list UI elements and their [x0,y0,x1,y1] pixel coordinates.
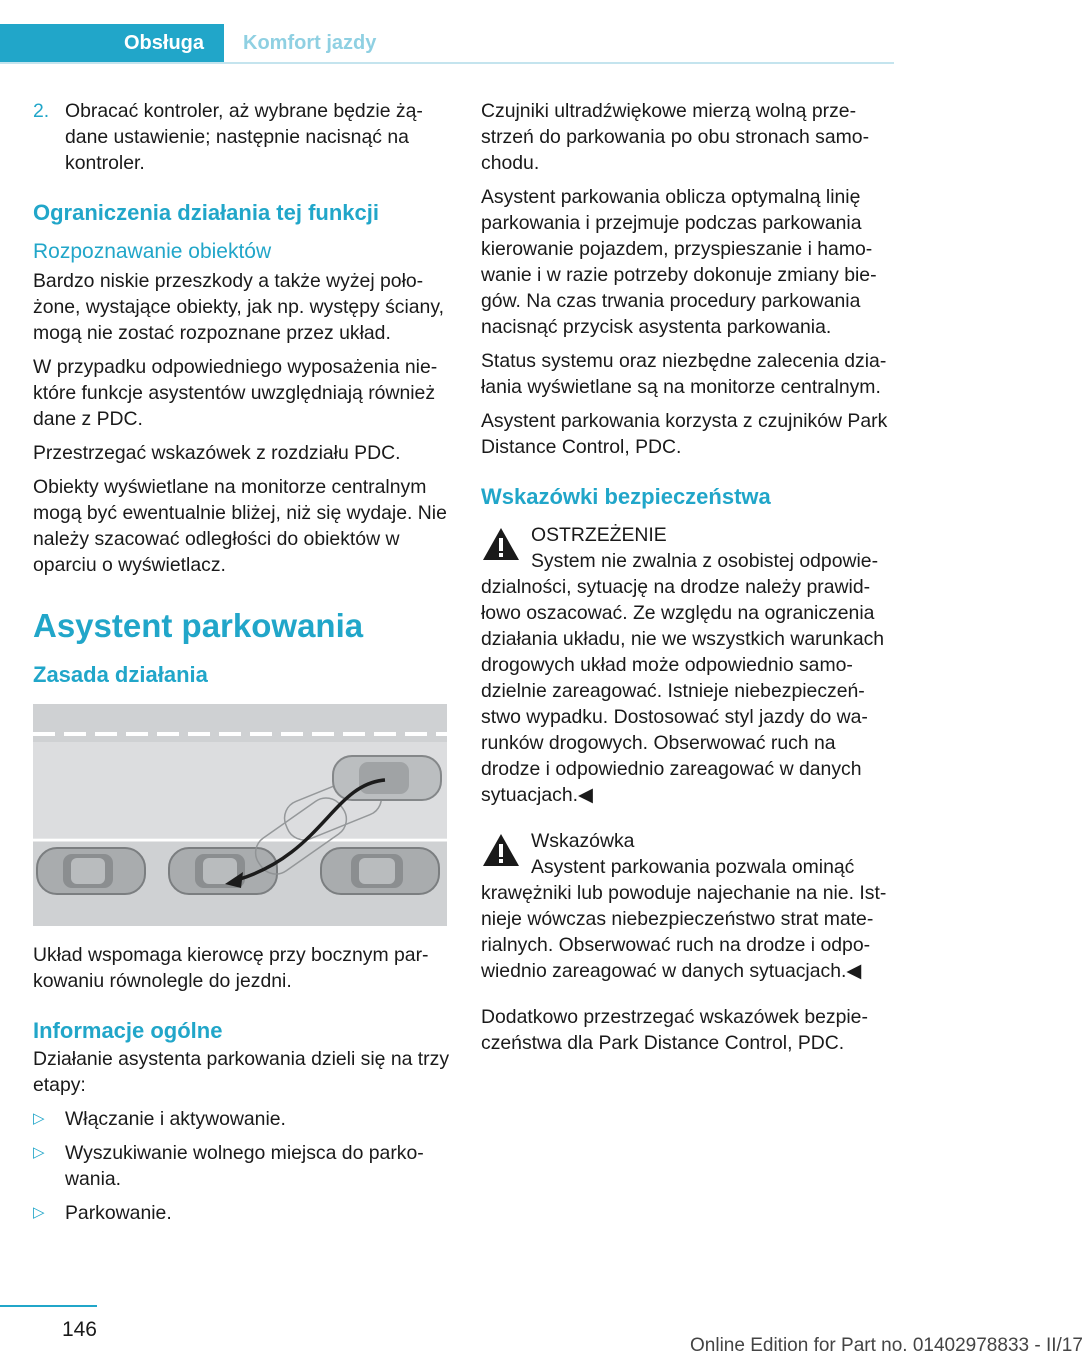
step-item [33,98,451,176]
step-number: 2. [33,100,50,122]
paragraph: Czujniki ultradźwiękowe mierzą wolną prze-strzeń do parkowania po obu stronach samo-chodu. [481,100,870,174]
paragraph: Bardzo niskie przeszkody a także wyżej poło-żone, wystające obiekty, jak np. występy ściany, mogą nie zostać rozpoznane przez układ. [33,270,444,344]
figure-caption: Układ wspomaga kierowcę przy bocznym par-kowaniu równolegle do jezdni. [33,944,429,992]
paragraph: Przestrzegać wskazówek z rozdziału PDC. [33,442,401,464]
parked-car-right [321,848,439,894]
parking-illustration [33,704,447,926]
footer-rule [0,1305,97,1307]
paragraph: Status systemu oraz niezbędne zalecenia dzia-łania wyświetlane są na monitorze centralnym. [481,350,887,398]
hint-notice [481,828,899,984]
paragraph: Dodatkowo przestrzegać wskazówek bezpie-czeństwa dla Park Distance Control, PDC. [481,1006,868,1054]
warning-title: OSTRZEŻENIE [531,524,667,546]
step-text: Obracać kontroler, aż wybrane będzie żą-dane ustawienie; następnie nacisnąć na kontroler. [65,100,423,174]
heading-principle: Zasada działania [33,662,208,687]
warning-notice [481,522,899,808]
heading-safety: Wskazówki bezpieczeństwa [481,484,771,509]
page-header [0,24,894,64]
bullet-triangle-icon: ▷ [33,1204,45,1221]
hint-title: Wskazówka [531,830,635,852]
paragraph: Asystent parkowania oblicza optymalną linię parkowania i przejmuje podczas parkowania kierowanie pojazdem, przyspieszanie i hamo-wanie i w razie potrzeby dokonuje zmiany bie-gów. Na czas trwania procedury parkowania nacisnąć przycisk asystenta parkowania. [481,186,877,338]
edition-note: Online Edition for Part no. 01402978833 - II/17 [690,1335,1083,1356]
page-number: 146 [61,1318,97,1341]
warning-triangle-icon [481,526,521,562]
paragraph: Asystent parkowania korzysta z czujników Park Distance Control, PDC. [481,410,888,458]
right-column [481,98,899,1064]
section-tab-active[interactable]: Obsługa [0,24,224,62]
bullet-triangle-icon: ▷ [33,1110,45,1127]
section-tab-inactive[interactable]: Komfort jazdy [243,32,377,54]
warning-triangle-icon [481,832,521,868]
list-item [33,1106,451,1132]
left-column [33,98,451,1234]
heading-limits: Ograniczenia działania tej funkcji [33,200,379,225]
list-item [33,1200,451,1226]
paragraph: Działanie asystenta parkowania dzieli się na trzy etapy: [33,1048,450,1096]
list-item-text: Wyszukiwanie wolnego miejsca do parko-wania. [65,1142,424,1190]
list-item-text: Włączanie i aktywowanie. [65,1108,286,1130]
heading-parking-assistant: Asystent parkowania [33,607,364,644]
heading-general-info: Informacje ogólne [33,1018,223,1043]
heading-object-detection: Rozpoznawanie obiektów [33,240,272,263]
paragraph: W przypadku odpowiedniego wyposażenia nie-które funkcje asystentów uwzględniają również dane z PDC. [33,356,438,430]
paragraph: Obiekty wyświetlane na monitorze centralnym mogą być ewentualnie bliżej, niż się wydaje. Nie należy szacować odległości do obiektów w oparciu o wyświetlacz. [33,476,447,576]
warning-text: System nie zwalnia z osobistej odpowie-dzialności, sytuację na drodze należy prawid-łowo oszacować. Ze względu na ograniczenia działania układu, nie we wszystkich warunkach drogowych układ może odpowiednio samo-dzielnie zareagować. Istnieje niebezpieczeń-stwo wypadku. Dostosować styl jazdy do wa-runków drogowych. Obserwować ruch na drodze i odpowiednio zareagować w danych sytuacjach.◀ [481,550,885,806]
list-item-text: Parkowanie. [65,1202,172,1224]
parked-car-left [37,848,145,894]
bullet-triangle-icon: ▷ [33,1144,45,1161]
list-item [33,1140,451,1192]
hint-text: Asystent parkowania pozwala ominąć krawężniki lub powoduje najechanie na nie. Ist-nieje wówczas niebezpieczeństwo strat mate-rialnych. Obserwować ruch na drodze i odpo-wiednio zareagować w danych sytuacjach.◀ [481,856,887,982]
